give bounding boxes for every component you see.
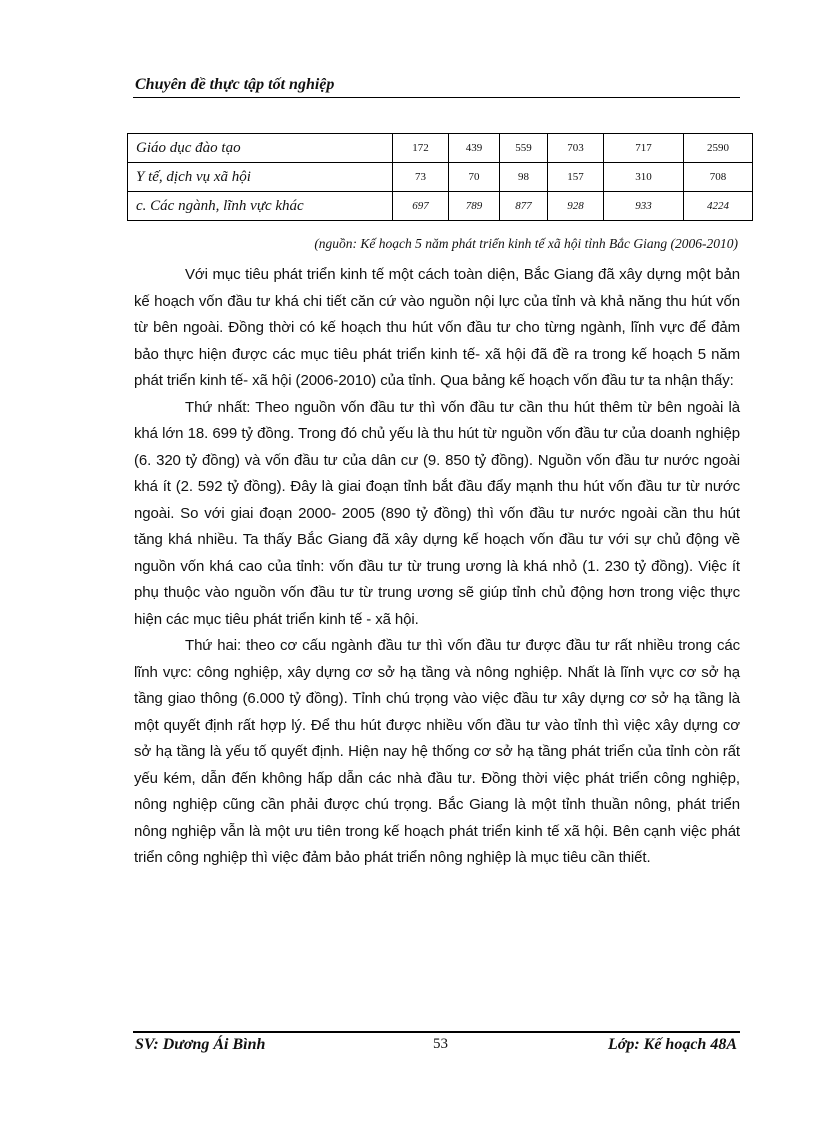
table-cell: 928	[548, 192, 604, 221]
table-source-note: (nguồn: Kế hoạch 5 năm phát triển kinh tế xã hội tỉnh Bắc Giang (2006-2010)	[314, 236, 738, 251]
paragraph: Thứ hai: theo cơ cấu ngành đầu tư thì vốn đầu tư được đầu tư rất nhiều trong các lĩnh vực: công nghiệp, xây dựng cơ sở hạ tầng và nông nghiệp. Nhất là lĩnh vực cơ sở hạ tầng giao thông (6.000 tỷ đồng). Tỉnh chú trọng vào việc đầu tư xây dựng cơ sở hạ tầng là một quyết định rất hợp lý. Để thu hút được nhiều vốn đầu tư vào tỉnh thì việc xây dựng cơ sở hạ tầng là yếu tố quyết định. Hiện nay hệ thống cơ sở hạ tầng phát triển của tỉnh còn rất yếu kém, dẫn đến không hấp dẫn các nhà đầu tư. Đồng thời việc phát triển công nghiệp, nông nghiệp cũng cần phải được chú trọng. Bắc Giang là một tỉnh thuần nông, phát triển nông nghiệp vẫn là một ưu tiên trong kế hoạch phát triển kinh tế xã hội. Bên cạnh việc phát triển công nghiệp thì việc đảm bảo phát triển nông nghiệp là mục tiêu cần thiết.	[134, 637, 740, 866]
table-cell: 703	[548, 134, 604, 163]
table-cell: 439	[449, 134, 500, 163]
footer-class: Lớp: Kế hoạch 48A	[607, 1036, 737, 1053]
paragraph: Thứ nhất: Theo nguồn vốn đầu tư thì vốn đầu tư cần thu hút thêm từ bên ngoài là khá lớn 18. 699 tỷ đồng. Trong đó chủ yếu là thu hút từ nguồn vốn đầu tư của doanh nghiệp (6. 320 tỷ đồng) và vốn đầu tư của dân cư (9. 850 tỷ đồng). Nguồn vốn đầu tư nước ngoài khá ít (2. 592 tỷ đồng). Đây là giai đoạn tỉnh bắt đầu đẩy mạnh thu hút vốn đầu tư từ nước ngoài. So với giai đoạn 2000- 2005 (890 tỷ đồng) thì vốn đầu tư nước ngoài cần thu hút tăng khá nhiều. Ta thấy Bắc Giang đã xây dựng kế hoạch vốn đầu tư với sự chủ động về nguồn vốn khá cao của tỉnh: vốn đầu tư từ trung ương là khá nhỏ (1. 230 tỷ đồng). Việc ít phụ thuộc vào nguồn vốn đầu tư từ trung ương sẽ giúp tỉnh chủ động hơn trong việc thực hiện các mục tiêu phát triển kinh tế - xã hội.	[134, 398, 740, 628]
table-row	[128, 192, 753, 221]
table-cell: 933	[604, 192, 684, 221]
paragraph: Với mục tiêu phát triển kinh tế một cách toàn diện, Bắc Giang đã xây dựng một bản kế hoạch vốn đầu tư khá chi tiết căn cứ vào nguồn nội lực của tỉnh và khả năng thu hút vốn từ bên ngoài. Đồng thời có kế hoạch thu hút vốn đầu tư cho từng ngành, lĩnh vực để đảm bảo thực hiện được các mục tiêu phát triển kinh tế- xã hội đã đề ra trong kế hoạch 5 năm phát triển kinh tế- xã hội (2006-2010) của tỉnh. Qua bảng kế hoạch vốn đầu tư ta nhận thấy:	[134, 266, 740, 389]
table-cell: 172	[393, 134, 449, 163]
table-cell: 708	[684, 163, 753, 192]
table-cell: 559	[500, 134, 548, 163]
header-divider	[133, 97, 740, 98]
table-cell: 697	[393, 192, 449, 221]
table-cell: 157	[548, 163, 604, 192]
investment-table	[127, 133, 753, 221]
footer-divider	[133, 1031, 740, 1033]
table-cell: 789	[449, 192, 500, 221]
row-label: Y tế, dịch vụ xã hội	[128, 163, 393, 192]
table-cell: 70	[449, 163, 500, 192]
page-header-title: Chuyên đề thực tập tốt nghiệp	[135, 76, 335, 93]
table-row	[128, 134, 753, 163]
table-cell: 717	[604, 134, 684, 163]
row-label: c. Các ngành, lĩnh vực khác	[128, 192, 393, 221]
table-cell: 877	[500, 192, 548, 221]
page-number: 53	[433, 1036, 448, 1052]
table-cell: 310	[604, 163, 684, 192]
row-label: Giáo dục đào tạo	[128, 134, 393, 163]
table-cell: 73	[393, 163, 449, 192]
table-cell: 4224	[684, 192, 753, 221]
table-row	[128, 163, 753, 192]
footer-student: SV: Dương Ái Bình	[135, 1036, 266, 1053]
body-text	[134, 262, 740, 872]
table-cell: 98	[500, 163, 548, 192]
table-cell: 2590	[684, 134, 753, 163]
